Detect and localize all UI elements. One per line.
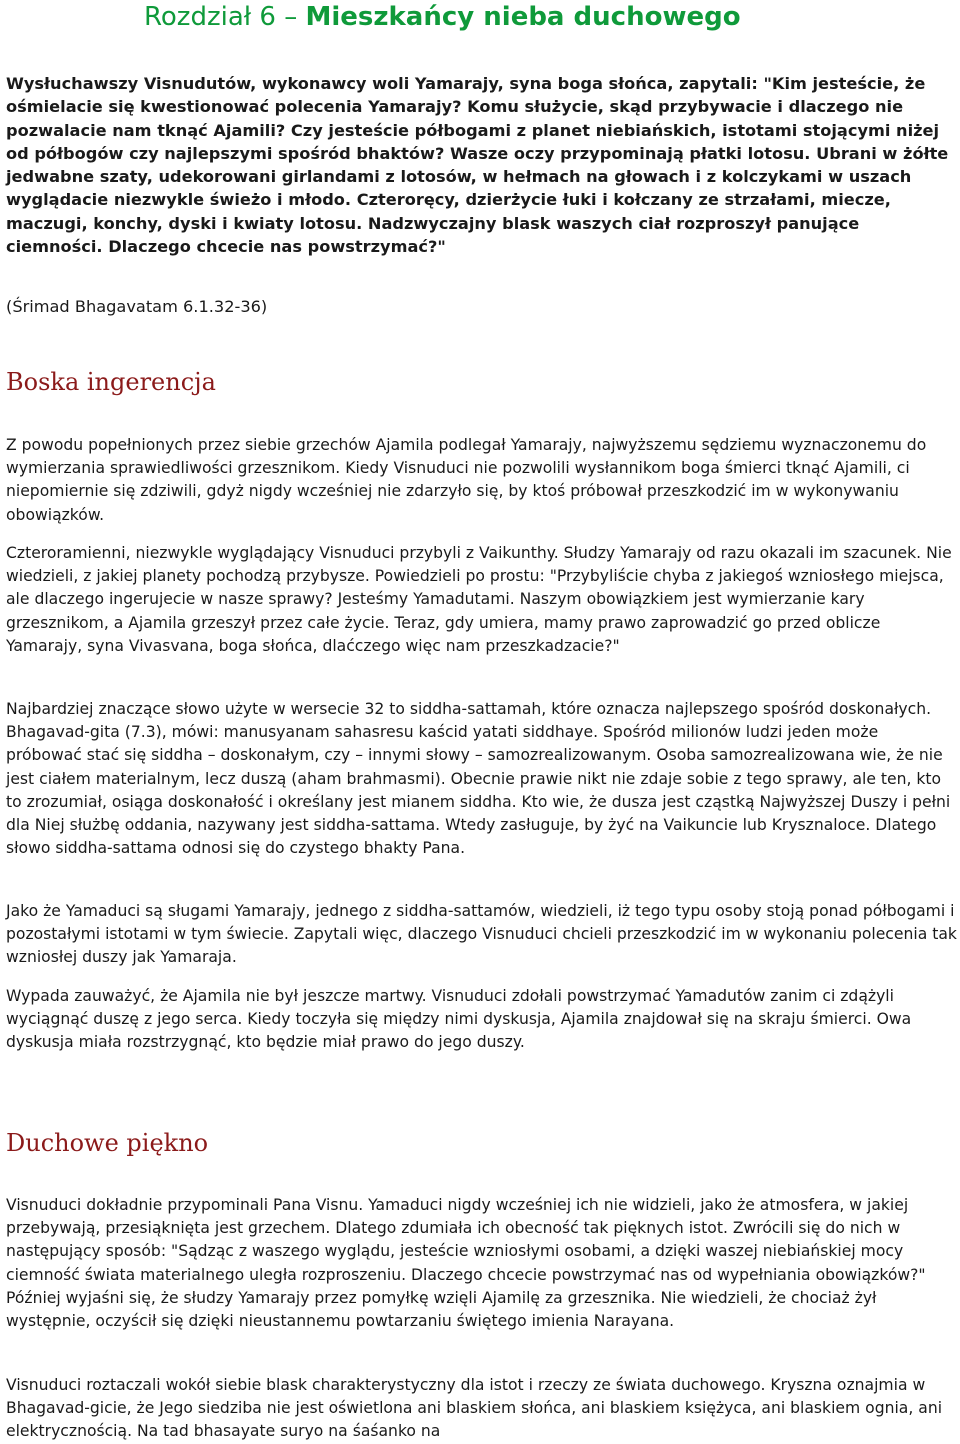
paragraph: Wypada zauważyć, że Ajamila nie był jeszcze martwy. Visnuduci zdołali powstrzymać Yamadutów zanim ci zdążyli wyciągnąć duszę z jego serca. Kiedy toczyła się między nimi dyskusja, Ajamila znajdował się na skraju śmierci. Owa dyskusja miała rozstrzygnąć, kto będzie miał prawo do jego duszy. [6, 987, 912, 1052]
paragraph: Z powodu popełnionych przez siebie grzechów Ajamila podlegał Yamarajy, najwyższemu sędziemu wyznaczonemu do wymierzania sprawiedliwości grzesznikom. Kiedy Visnuduci nie pozwolili wysłannikom boga śmierci tknąć Ajamili, ci niepomiernie się zdziwili, gdyż nigdy wcześniej nie zdarzyło się, by ktoś próbował przeszkodzić im w wykonywaniu obowiązków. [6, 436, 927, 524]
chapter-number: Rozdział 6 – [144, 2, 306, 32]
paragraph: Jako że Yamaduci są sługami Yamarajy, jednego z siddha-sattamów, wiedzieli, iż tego typu osoby stoją ponad półbogami i pozostałymi istotami w tym świecie. Zapytali więc, dlaczego Visnuduci chcieli przeszkodzić im w wykonaniu polecenia tak wzniosłej duszy jak Yamaraja. [6, 902, 957, 967]
paragraph: Visnuduci dokładnie przypominali Pana Visnu. Yamaduci nigdy wcześniej ich nie widzieli, jako że atmosfera, w jakiej przebywają, przesiąknięta jest grzechem. Dlatego zdumiała ich obecność tak pięknych istot. Zwrócili się do nich w następujący sposób: "Sądząc z waszego wyglądu, jesteście wzniosłymi osobami, a dzięki waszej niebiańskiej mocy ciemność świata materialnego uległa rozproszeniu. Dlaczego chcecie powstrzymać nas od wypełniania obowiązków?" Później wyjaśni się, że słudzy Yamarajy przez pomyłkę wzięli Ajamilę za grzesznika. Nie wiedzieli, że chociaż żył występnie, oczyścił się dzięki nieustannemu powtarzaniu świętego imienia Narayana. [6, 1196, 926, 1331]
verse-citation: (Śrimad Bhagavatam 6.1.32-36) [6, 297, 268, 316]
intro-quote: Wysłuchawszy Visnudutów, wykonawcy woli Yamarajy, syna boga słońca, zapytali: "Kim jesteście, że ośmielacie się kwestionować polecenia Yamarajy? Komu służycie, skąd przybywacie i dlaczego nie pozwalacie nam tknąć Ajamili? Czy jesteście półbogami z planet niebiańskich, istotami stojącymi niżej od półbogów czy najlepszymi spośród bhaktów? Wasze oczy przypominają płatki lotosu. Ubrani w żółte jedwabne szaty, udekorowani girlandami z lotosów, w hełmach na głowach i z kolczykami w uszach wyglądacie niezwykle świeżo i młodo. Czteroręcy, dzierżycie łuki i kołczany ze strzałami, miecze, maczugi, konchy, dyski i kwiaty lotosu. Nadzwyczajny blask waszych ciał rozproszył panujące ciemności. Dlaczego chcecie nas powstrzymać?" [6, 74, 949, 257]
chapter-title [144, 2, 741, 32]
paragraph: Najbardziej znaczące słowo użyte w wersecie 32 to siddha-sattamah, które oznacza najlepszego spośród doskonałych. Bhagavad-gita (7.3), mówi: manusyanam sahasresu kaścid yatati siddhaye. Spośród milionów ludzi jeden może próbować stać się siddha – doskonałym, czy – innymi słowy – samozrealizowanym. Osoba samozrealizowana wie, że nie jest ciałem materialnym, lecz duszą (aham brahmasmi). Obecnie prawie nikt nie zdaje sobie z tego sprawy, ale ten, kto to zrozumiał, osiąga doskonałość i określany jest mianem siddha. Kto wie, że dusza jest cząstką Najwyższej Duszy i pełni dla Niej służbę oddania, nazywany jest siddha-sattama. Wtedy zasługuje, by żyć na Vaikuncie lub Krysznaloce. Dlatego słowo siddha-sattama odnosi się do czystego bhakty Pana. [6, 700, 951, 858]
section-heading-duchowe-piekno: Duchowe piękno [6, 1129, 209, 1157]
chapter-name: Mieszkańcy nieba duchowego [305, 2, 741, 32]
section-heading-boska-ingerencja: Boska ingerencja [6, 368, 216, 396]
paragraph: Czteroramienni, niezwykle wyglądający Visnuduci przybyli z Vaikunthy. Słudzy Yamarajy od razu okazali im szacunek. Nie wiedzieli, z jakiej planety pochodzą przybysze. Powiedzieli po prostu: "Przybyliście chyba z jakiegoś wzniosłego miejsca, ale dlaczego ingerujecie w nasze sprawy? Jesteśmy Yamadutami. Naszym obowiązkiem jest wymierzanie kary grzesznikom, a Ajamila grzeszył przez całe życie. Teraz, gdy umiera, mamy prawo zaprowadzić go przed oblicze Yamarajy, syna Vivasvana, boga słońca, dlaćczego więc nam przeszkadzacie?" [6, 544, 952, 655]
paragraph: Visnuduci roztaczali wokół siebie blask charakterystyczny dla istot i rzeczy ze świata duchowego. Kryszna oznajmia w Bhagavad-gicie, że Jego siedziba nie jest oświetlona ani blaskiem słońca, ani blaskiem księżyca, ani blaskiem ognia, ani elektrycznością. Na tad bhasayate suryo na śaśanko na [6, 1376, 943, 1441]
